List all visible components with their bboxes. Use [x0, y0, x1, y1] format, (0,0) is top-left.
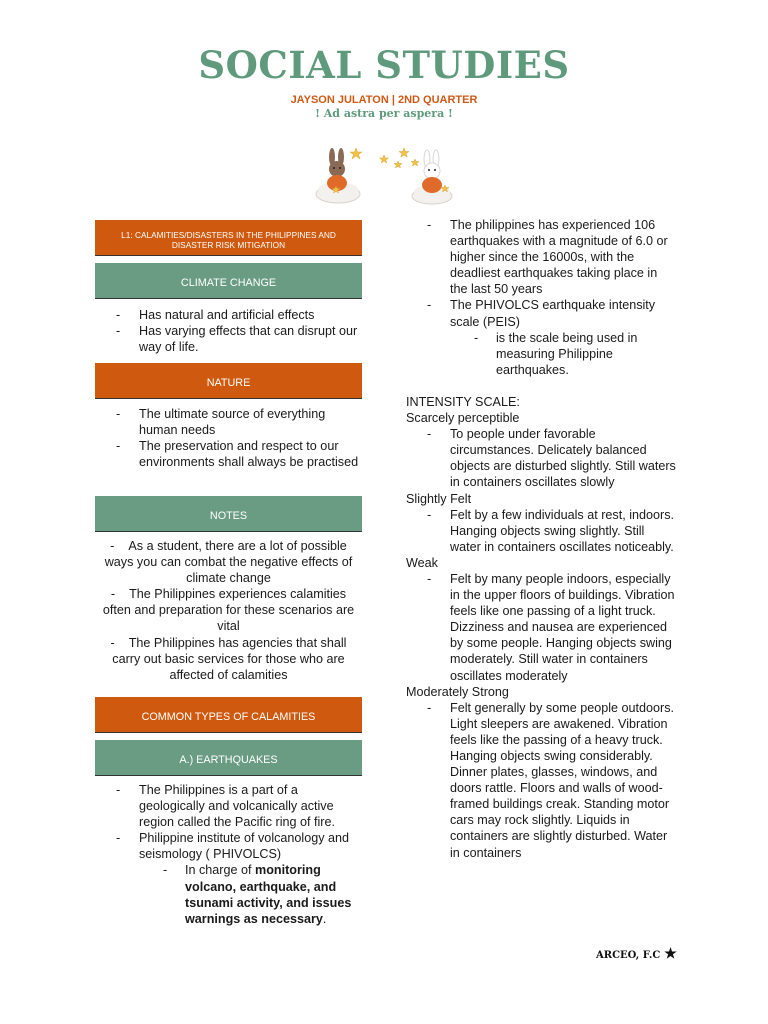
note-item: - The Philippines has agencies that shall carry out basic services for those who are affected of calamities: [110, 635, 347, 682]
lesson-band: L1: CALAMITIES/DISASTERS IN THE PHILIPPINES AND DISASTER RISK MITIGATION: [95, 220, 362, 256]
phivolcs-sublist: [139, 862, 362, 926]
list-item: - Has natural and artificial effects: [95, 307, 362, 323]
intensity-level-desc: [406, 571, 678, 684]
intensity-level-name: Weak: [406, 555, 438, 570]
nature-list: [95, 406, 362, 470]
star-icon: ★: [664, 946, 677, 962]
note-item: - The Philippines experiences calamities often and preparation for these scenarios are vital: [102, 587, 355, 634]
page-title: SOCIAL STUDIES: [198, 43, 570, 87]
author-signature: ARCEO, F.C ★: [596, 946, 677, 962]
list-item: - Felt by many people indoors, especially in the upper floors of buildings. Vibration feels like one passing of a light truck. Dizziness and nausea are experienced by some people. Hanging objects swing moderately. Still water in containers oscillates moderately: [406, 571, 678, 684]
intensity-level-desc: [406, 426, 678, 490]
list-item: - Felt by a few individuals at rest, indoors. Hanging objects swing slightly. Still water in containers oscillates noticeably.: [406, 507, 678, 555]
nature-section: [95, 406, 362, 496]
list-item: - Felt generally by some people outdoors. Light sleepers are awakened. Vibration feels like the passing of a heavy truck. Hanging objects swing considerably. Dinner plates, glasses, windows, and doors rattle. Floors and walls of wood-framed buildings creak. Standing motor cars may rock slightly. Liquids in containers are slightly disturbed. Water in containers: [406, 700, 678, 861]
earthquakes-section: [95, 782, 362, 927]
peis-sublist: [450, 330, 678, 378]
bunnies-illustration: [312, 142, 458, 208]
intensity-level-name: Slightly Felt: [406, 491, 472, 506]
common-types-band: COMMON TYPES OF CALAMITIES: [95, 697, 362, 733]
intensity-level-name: Scarcely perceptible: [406, 411, 520, 426]
list-item: - The ultimate source of everything human needs: [95, 406, 362, 438]
list-item: - Philippine institute of volcanology and seismology ( PHIVOLCS) - In charge of monitoring volcano, earthquake, and tsunami activity, and issues warnings as necessary.: [95, 830, 362, 927]
list-item: - To people under favorable circumstances. Delicately balanced objects are disturbed slightly. Still waters in containers oscillates slowly: [406, 426, 678, 490]
author-quarter-line: JAYSON JULATON | 2ND QUARTER: [290, 94, 478, 106]
climate-change-band: CLIMATE CHANGE: [95, 263, 362, 299]
intensity-level-desc: [406, 700, 678, 861]
list-item: - Has varying effects that can disrupt our way of life.: [95, 323, 362, 355]
note-item: - As a student, there are a lot of possible ways you can combat the negative effects of climate change: [104, 539, 353, 586]
list-item: - The Philippines is a part of a geologically and volcanically active region called the Pacific ring of fire.: [95, 782, 362, 830]
intensity-level-name: Moderately Strong: [406, 684, 509, 699]
notes-section: [95, 538, 362, 697]
motto: ! Ad astra per aspera !: [315, 107, 453, 120]
climate-change-list: [95, 307, 362, 355]
nature-band: NATURE: [95, 363, 362, 399]
left-column: [95, 220, 362, 927]
list-item: - is the scale being used in measuring Philippine earthquakes.: [450, 330, 678, 378]
list-item: - The preservation and respect to our environments shall always be practised: [95, 438, 362, 470]
earthquakes-list: [95, 782, 362, 927]
intensity-level-desc: [406, 507, 678, 555]
earthquake-facts-list: [406, 217, 678, 378]
list-item: - The PHIVOLCS earthquake intensity scale (PEIS) - is the scale being used in measuring Philippine earthquakes.: [406, 297, 678, 377]
list-item: - The philippines has experienced 106 earthquakes with a magnitude of 6.0 or higher since the 16000s, with the deadliest earthquakes taking place in the last 50 years: [406, 217, 678, 297]
climate-change-section: [95, 307, 362, 363]
earthquakes-band: A.) EARTHQUAKES: [95, 740, 362, 776]
notes-band: NOTES: [95, 496, 362, 532]
list-item: - In charge of monitoring volcano, earthquake, and tsunami activity, and issues warnings as necessary.: [139, 862, 362, 926]
intensity-scale-heading: INTENSITY SCALE:: [406, 394, 520, 409]
right-column: [406, 217, 678, 861]
